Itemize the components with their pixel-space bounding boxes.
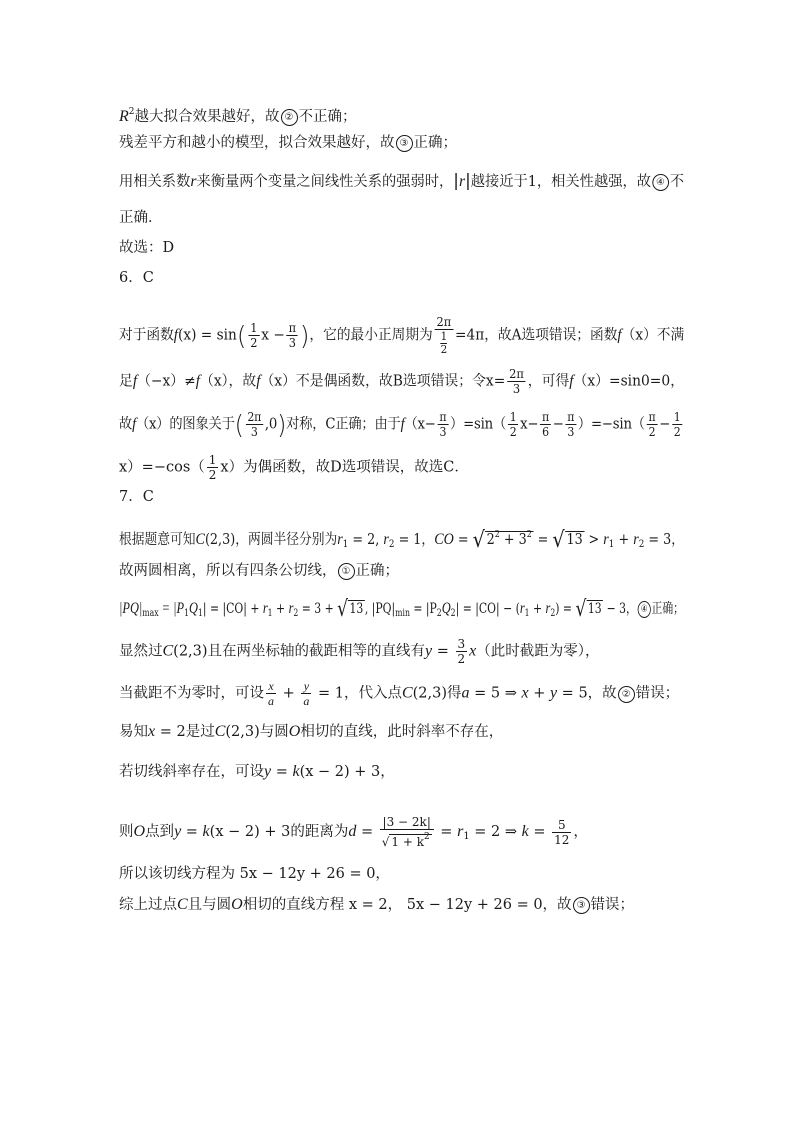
text-line-q6-1: 对于函数f(x) = sin( $\frac{1}{2}$ x − $\frac{\pi}{3}$ )，它的最小正周期为 2π 1 2 =4π，故A选项错误；函数f（x）不满 xyxy=(119,315,685,356)
fraction: $\frac{\pi}{3}$ xyxy=(288,321,297,350)
fraction: $\frac{5}{12}$ xyxy=(554,817,570,847)
text-line-4: 正确． xyxy=(119,210,163,226)
answer-line: 故选：D xyxy=(119,240,175,256)
circled-number: ③ xyxy=(573,897,590,914)
text-line-q7-1: 根据题意可知C(2,3)，两圆半径分别为$r_1 = 2$, $r_2 = 1$，CO = √ $2^2 + 3^2$ = √ $13 > r_1 + r_2 = 3$， xyxy=(119,528,684,553)
fraction: $\frac{\pi}{3}$ xyxy=(439,410,447,439)
fraction: $\frac{|3 - 2k|}{√ 1 + k^2}$ xyxy=(380,815,434,849)
fraction: $\frac{3}{2}$ xyxy=(457,637,466,666)
text-line-q7-10: 综上过点C且与圆O相切的直线方程 x = 2， 5x − 12y + 26 = 0，故 ③ 错误； xyxy=(119,896,635,913)
circled-number: ② xyxy=(281,109,298,126)
text-line-q6-2: 足f（−x）≠f（x），故f（x）不是偶函数，故B选项错误；令x= $\frac{2\pi}{3}$ ，可得f（x）=sin0=0， xyxy=(119,367,685,396)
question-7-heading: 7．C xyxy=(119,489,154,505)
compound-fraction: 2π 1 2 xyxy=(436,315,452,356)
fraction: $\frac{1}{2}$ xyxy=(673,410,681,439)
text-line-q7-3: $|PQ|_{max} = |P_1Q_1| = |CO| + r_1 + r_2 = 3$ + √ 13 , $|PQ|_{min} = |P_2Q_2| = |CO| - (r_1 + r_2)$ = √ 13 − 3， ④ 正确； xyxy=(119,597,684,622)
fraction: $\frac{1}{2}$ xyxy=(509,410,517,439)
text-line-1: $R^2$越大拟合效果越好，故 ② 不正确； xyxy=(119,107,357,125)
text-line-q6-3: 故f（x）的图象关于( $\frac{2\pi}{3}$ ,0)对称，C正确；由于f（x− $\frac{\pi}{3}$ ）=sin（ $\frac{1}{2}$ x− $\frac{\pi}{6}$ − $\frac{\pi}{3}$ ）=−sin（ $\frac{\pi}{2}$ − $\frac{1}{2}$ xyxy=(119,410,681,441)
text-line-q7-9: 所以该切线方程为 5x − 12y + 26 = 0， xyxy=(119,866,390,882)
text-line-q7-6: 易知x = 2是过C(2,3)与圆O相切的直线，此时斜率不存在， xyxy=(119,723,504,740)
fraction: $\frac{\pi}{3}$ xyxy=(567,410,575,439)
text-line-2: 残差平方和越小的模型，拟合效果越好，故 ③ 正确； xyxy=(119,135,457,151)
fraction: $\frac{1}{2}$ xyxy=(208,453,217,482)
fraction: $\frac{y}{a}$ xyxy=(303,679,310,708)
fraction: $\frac{2\pi}{3}$ xyxy=(509,367,524,396)
text-line-q7-7: 若切线斜率存在，可设y = k(x − 2) + 3， xyxy=(119,763,395,780)
text-line-q7-4: 显然过C(2,3)且在两坐标轴的截距相等的直线有y = $\frac{3}{2}$ x（此时截距为零）， xyxy=(119,637,600,666)
fraction: $\frac{x}{a}$ xyxy=(268,679,274,708)
fraction: $\frac{\pi}{2}$ xyxy=(648,410,656,439)
circled-number: ③ xyxy=(396,135,413,152)
fraction: $\frac{\pi}{6}$ xyxy=(542,410,550,439)
circled-number: ② xyxy=(618,686,635,703)
fraction: $\frac{1}{2}$ xyxy=(250,321,258,350)
fraction: $\frac{2\pi}{3}$ xyxy=(247,410,262,439)
circled-number: ① xyxy=(338,563,355,580)
text-line-q7-8: 则O点到y = k(x − 2) + 3的距离为d = $\frac{|3 - 2k|}{√ 1 + k^2}$ = $r_1 = 2$ ⇒ k = $\frac{5}{12}$ ， xyxy=(119,815,588,849)
text-line-q6-4: x）=−cos（ $\frac{1}{2}$ x）为偶函数，故D选项错误，故选C． xyxy=(119,453,469,482)
text-line-3: 用相关系数r来衡量两个变量之间线性关系的强弱时，|r|越接近于1，相关性越强，故 ④ 不 xyxy=(119,171,684,191)
question-6-heading: 6．C xyxy=(119,270,154,286)
text-line-q7-2: 故两圆相离，所以有四条公切线， ① 正确； xyxy=(119,563,399,579)
circled-number: ④ xyxy=(652,174,669,191)
sqrt-radicand: $2^2 + 3^2$ xyxy=(486,530,532,548)
text-line-q7-5: 当截距不为零时，可设 $\frac{x}{a}$ + $\frac{y}{a}$ = 1，代入点C(2,3)得a = 5 ⇒ x + y = 5，故 ② 错误； xyxy=(119,679,680,708)
circled-number: ④ xyxy=(638,601,651,618)
